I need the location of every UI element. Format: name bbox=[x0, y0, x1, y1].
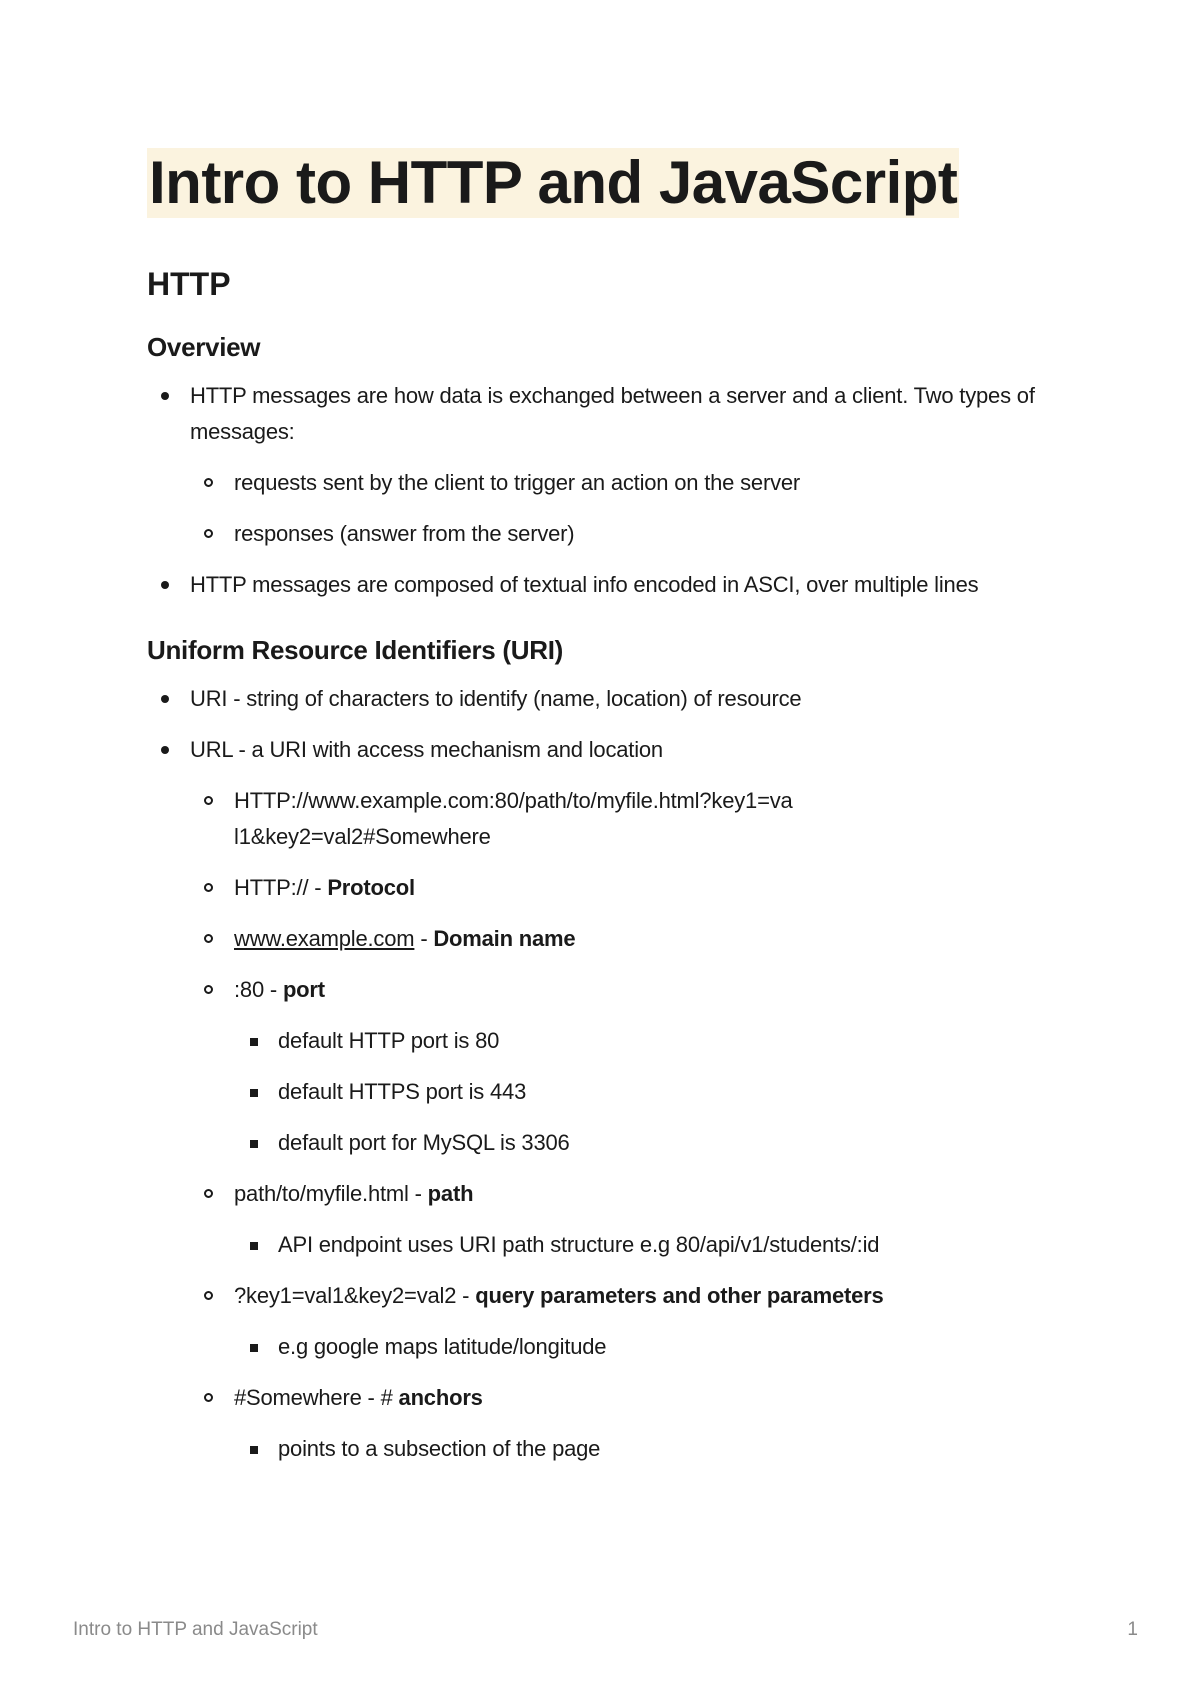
list-item-text: default port for MySQL is 3306 bbox=[278, 1130, 570, 1155]
anchor-sub-list bbox=[234, 1431, 1067, 1467]
url-parts-list bbox=[190, 783, 1067, 1467]
port-sub-list bbox=[234, 1023, 1067, 1161]
list-item-text: default HTTPS port is 443 bbox=[278, 1079, 527, 1104]
subheading-overview: Overview bbox=[147, 332, 261, 362]
circle-bullet-icon bbox=[204, 985, 213, 994]
list-item bbox=[234, 1125, 1067, 1161]
list-item bbox=[190, 1380, 1067, 1467]
sub-list bbox=[190, 465, 1067, 552]
footer-title: Intro to HTTP and JavaScript bbox=[73, 1619, 318, 1640]
square-bullet-icon bbox=[250, 1089, 258, 1097]
square-bullet-icon bbox=[250, 1038, 258, 1046]
path-sub-list bbox=[234, 1227, 1067, 1263]
circle-bullet-icon bbox=[204, 883, 213, 892]
list-item bbox=[147, 681, 1067, 717]
circle-bullet-icon bbox=[204, 1291, 213, 1300]
uri-list bbox=[147, 681, 1067, 1467]
circle-bullet-icon bbox=[204, 934, 213, 943]
example-url-text: HTTP://www.example.com:80/path/to/myfile.html?key1=val1&key2=val2#Somewhere bbox=[234, 788, 793, 849]
disc-bullet-icon bbox=[161, 746, 169, 754]
list-item-text: requests sent by the client to trigger an action on the server bbox=[234, 470, 801, 495]
protocol-text: HTTP:// - bbox=[234, 875, 328, 900]
list-item bbox=[234, 1227, 1067, 1263]
list-item bbox=[234, 1431, 1067, 1467]
domain-label: Domain name bbox=[433, 926, 576, 951]
disc-bullet-icon bbox=[161, 392, 169, 400]
list-item bbox=[190, 870, 1067, 906]
list-item-text: HTTP messages are composed of textual info encoded in ASCI, over multiple lines bbox=[190, 572, 979, 597]
circle-bullet-icon bbox=[204, 796, 213, 805]
path-text: path/to/myfile.html - bbox=[234, 1181, 428, 1206]
square-bullet-icon bbox=[250, 1344, 258, 1352]
path-label: path bbox=[427, 1181, 474, 1206]
list-item bbox=[190, 783, 794, 855]
footer-page-number: 1 bbox=[1127, 1619, 1138, 1640]
subheading-uri: Uniform Resource Identifiers (URI) bbox=[147, 635, 563, 665]
list-item-text: API endpoint uses URI path structure e.g 80/api/v1/students/:id bbox=[278, 1232, 880, 1257]
square-bullet-icon bbox=[250, 1242, 258, 1250]
list-item bbox=[234, 1074, 1067, 1110]
circle-bullet-icon bbox=[204, 529, 213, 538]
circle-bullet-icon bbox=[204, 478, 213, 487]
port-text: :80 - bbox=[234, 977, 283, 1002]
list-item bbox=[190, 516, 1067, 552]
anchor-label: anchors bbox=[398, 1385, 483, 1410]
list-item bbox=[234, 1329, 1067, 1365]
list-item bbox=[147, 732, 1067, 1467]
domain-link[interactable]: www.example.com bbox=[234, 926, 415, 951]
list-item bbox=[234, 1023, 1067, 1059]
list-item-text: points to a subsection of the page bbox=[278, 1436, 601, 1461]
list-item bbox=[190, 1176, 1067, 1263]
query-text: ?key1=val1&key2=val2 - bbox=[234, 1283, 476, 1308]
circle-bullet-icon bbox=[204, 1189, 213, 1198]
query-sub-list bbox=[234, 1329, 1067, 1365]
document-page bbox=[147, 148, 1067, 1467]
protocol-label: Protocol bbox=[327, 875, 415, 900]
list-item bbox=[190, 465, 1067, 501]
domain-separator: - bbox=[414, 926, 434, 951]
list-item-text: HTTP messages are how data is exchanged between a server and a client. Two types of messages: bbox=[190, 383, 1035, 444]
list-item bbox=[147, 567, 1067, 603]
list-item-text: URI - string of characters to identify (name, location) of resource bbox=[190, 686, 802, 711]
port-label: port bbox=[282, 977, 325, 1002]
list-item bbox=[190, 921, 1067, 957]
list-item bbox=[190, 972, 1067, 1161]
circle-bullet-icon bbox=[204, 1393, 213, 1402]
list-item bbox=[147, 378, 1067, 552]
square-bullet-icon bbox=[250, 1140, 258, 1148]
list-item-text: e.g google maps latitude/longitude bbox=[278, 1334, 607, 1359]
list-item bbox=[190, 1278, 1067, 1365]
square-bullet-icon bbox=[250, 1446, 258, 1454]
disc-bullet-icon bbox=[161, 695, 169, 703]
section-heading-http: HTTP bbox=[147, 266, 231, 302]
list-item-text: default HTTP port is 80 bbox=[278, 1028, 500, 1053]
anchor-text: #Somewhere - # bbox=[234, 1385, 399, 1410]
query-label: query parameters and other parameters bbox=[475, 1283, 884, 1308]
disc-bullet-icon bbox=[161, 581, 169, 589]
list-item-text: responses (answer from the server) bbox=[234, 521, 575, 546]
list-item-text: URL - a URI with access mechanism and location bbox=[190, 737, 663, 762]
overview-list bbox=[147, 378, 1067, 603]
page-title: Intro to HTTP and JavaScript bbox=[149, 149, 958, 216]
